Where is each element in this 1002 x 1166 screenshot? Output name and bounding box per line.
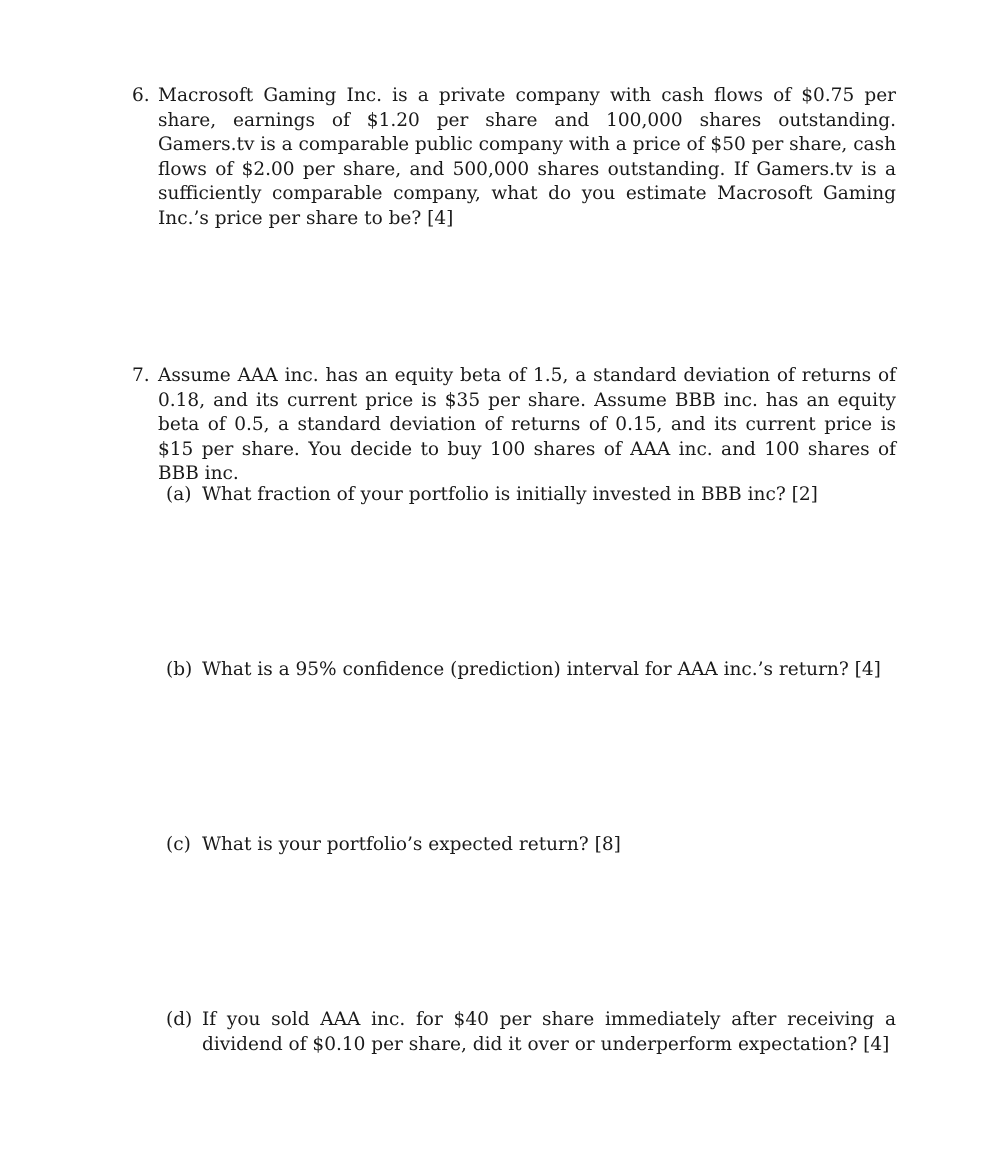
question-7-part-d [166, 1008, 896, 1057]
part-c-label: (c) [166, 834, 191, 855]
question-7-number: 7. [132, 365, 150, 386]
part-a-label: (a) [166, 484, 192, 505]
part-b-label: (b) [166, 659, 193, 680]
question-6-number: 6. [132, 85, 150, 106]
part-d-label: (d) [166, 1009, 193, 1030]
question-6 [132, 84, 896, 231]
question-7-part-b [166, 658, 896, 683]
question-7-part-a [166, 483, 896, 508]
part-d-text: If you sold AAA inc. for $40 per share immediately after receiving a dividend of $0.10 per share, did it over or underperform expectation? [4] [202, 1009, 896, 1055]
question-7-part-c [166, 833, 896, 858]
question-7 [132, 364, 896, 487]
question-7-text: Assume AAA inc. has an equity beta of 1.5, a standard deviation of returns of 0.18, and its current price is $35 per share. Assume BBB inc. has an equity beta of 0.5, a standard deviation of returns of 0.15, and its current price is $15 per share. You decide to buy 100 shares of AAA inc. and 100 shares of BBB inc. [158, 365, 896, 484]
part-c-text: What is your portfolio’s expected return? [8] [202, 834, 621, 855]
part-a-text: What fraction of your portfolio is initially invested in BBB inc? [2] [202, 484, 818, 505]
part-b-text: What is a 95% confidence (prediction) interval for AAA inc.’s return? [4] [202, 659, 881, 680]
question-6-text: Macrosoft Gaming Inc. is a private company with cash flows of $0.75 per share, earnings of $1.20 per share and 100,000 shares outstanding. Gamers.tv is a comparable public company with a price of $50 per share, cash flows of $2.00 per share, and 500,000 shares outstanding. If Gamers.tv is a sufficiently comparable company, what do you estimate Macrosoft Gaming Inc.’s price per share to be? [4] [158, 85, 896, 229]
